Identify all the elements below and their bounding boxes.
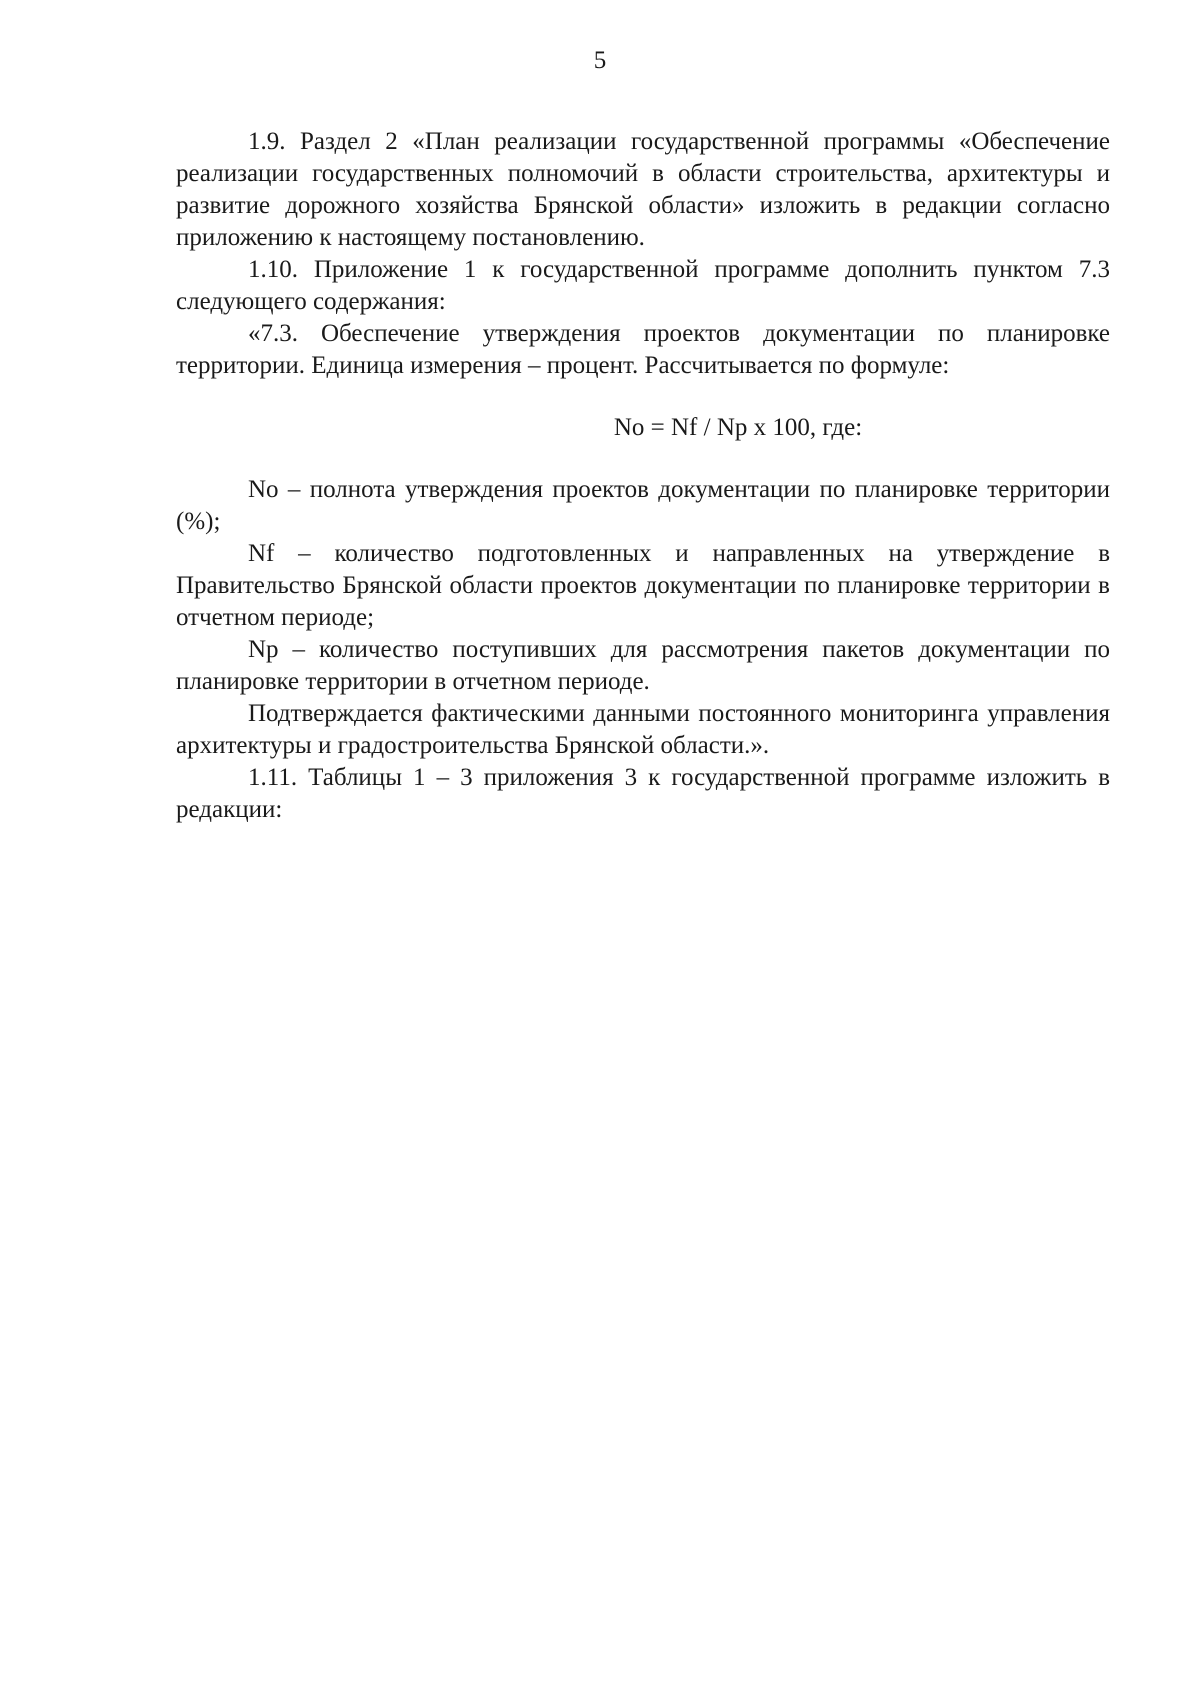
document-body	[176, 126, 1110, 826]
formula: No = Nf / Np x 100, где:	[613, 414, 863, 441]
confirmation-paragraph: Подтверждается фактическими данными постоянного мониторинга управления архитектуры и градостроительства Брянской области.».	[176, 700, 1110, 759]
paragraph-1-9: 1.9. Раздел 2 «План реализации государственной программы «Обеспечение реализации государственных полномочий в области строительства, архитектуры и развитие дорожного хозяйства Брянской области» изложить в редакции согласно приложению к настоящему постановлению.	[176, 128, 1110, 251]
paragraph-7-3: «7.3. Обеспечение утверждения проектов документации по планировке территории. Единица измерения – процент. Рассчитывается по формуле:	[176, 320, 1110, 379]
definition-no: No – полнота утверждения проектов документации по планировке территории (%);	[176, 476, 1110, 535]
definition-nf: Nf – количество подготовленных и направленных на утверждение в Правительство Брянской области проектов документации по планировке территории в отчетном периоде;	[176, 540, 1110, 631]
definition-np: Np – количество поступивших для рассмотрения пакетов документации по планировке территории в отчетном периоде.	[176, 636, 1110, 695]
paragraph-1-10: 1.10. Приложение 1 к государственной программе дополнить пунктом 7.3 следующего содержания:	[176, 256, 1110, 315]
page-number: 5	[593, 47, 607, 74]
paragraph-1-11: 1.11. Таблицы 1 – 3 приложения 3 к государственной программе изложить в редакции:	[176, 764, 1110, 823]
